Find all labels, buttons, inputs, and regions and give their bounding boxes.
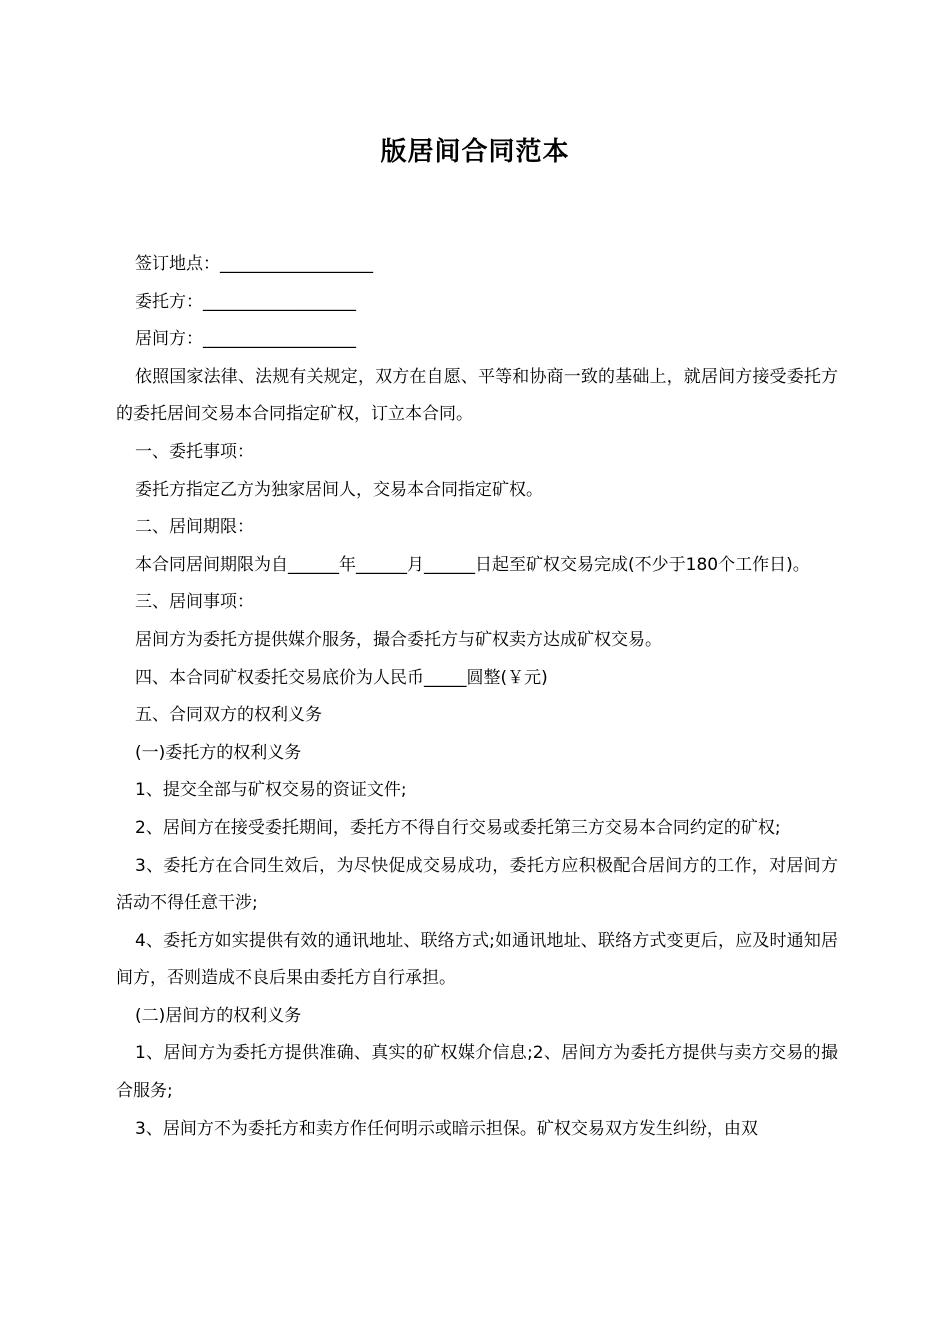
sign-place-line — [116, 246, 838, 284]
list-item: 3、委托方在合同生效后，为尽快促成交易成功，委托方应积极配合居间方的工作，对居间方活动不得任意干涉; — [116, 855, 838, 914]
section-heading-1: 一、委托事项： — [135, 441, 254, 462]
client-blank: __________________ — [203, 291, 356, 312]
section-heading-4: 四、本合同矿权委托交易底价为人民币_____圆整(￥元) — [135, 667, 548, 688]
list-item: 3、居间方不为委托方和卖方作任何明示或暗示担保。矿权交易双方发生纠纷，由双 — [135, 1118, 758, 1139]
broker-line — [116, 321, 838, 359]
sign-place-label: 签订地点： — [135, 254, 220, 274]
section-heading-5: 五、合同双方的权利义务 — [135, 705, 322, 726]
list-item: 1、提交全部与矿权交易的资证文件; — [135, 780, 407, 801]
section-heading-2: 二、居间期限： — [135, 517, 254, 538]
broker-blank: __________________ — [203, 329, 356, 350]
paragraph: 委托方指定乙方为独家居间人，交易本合同指定矿权。 — [135, 479, 543, 500]
subsection-heading-2: (二)居间方的权利义务 — [135, 1005, 302, 1026]
paragraph: 居间方为委托方提供媒介服务，撮合委托方与矿权卖方达成矿权交易。 — [135, 629, 662, 650]
document-title: 版居间合同范本 — [380, 137, 570, 167]
list-item: 1、居间方为委托方提供准确、真实的矿权媒介信息;2、居间方为委托方提供与卖方交易的撮合服务; — [116, 1043, 838, 1102]
client-line — [116, 284, 838, 322]
document-body — [116, 246, 838, 1148]
section-heading-3: 三、居间事项： — [135, 592, 254, 613]
list-item: 4、委托方如实提供有效的通讯地址、联络方式;如通讯地址、联络方式变更后，应及时通知居间方，否则造成不良后果由委托方自行承担。 — [116, 930, 838, 989]
client-label: 委托方： — [135, 291, 203, 312]
subsection-heading-1: (一)委托方的权利义务 — [135, 742, 302, 763]
paragraph: 本合同居间期限为自______年______月______日起至矿权交易完成(不少于180个工作日)。 — [135, 554, 810, 575]
list-item: 2、居间方在接受委托期间，委托方不得自行交易或委托第三方交易本合同约定的矿权; — [135, 817, 781, 838]
paragraph-preamble: 依照国家法律、法规有关规定，双方在自愿、平等和协商一致的基础上，就居间方接受委托方的委托居间交易本合同指定矿权，订立本合同。 — [116, 366, 838, 425]
sign-place-blank: __________________ — [220, 254, 373, 274]
broker-label: 居间方： — [135, 329, 203, 350]
